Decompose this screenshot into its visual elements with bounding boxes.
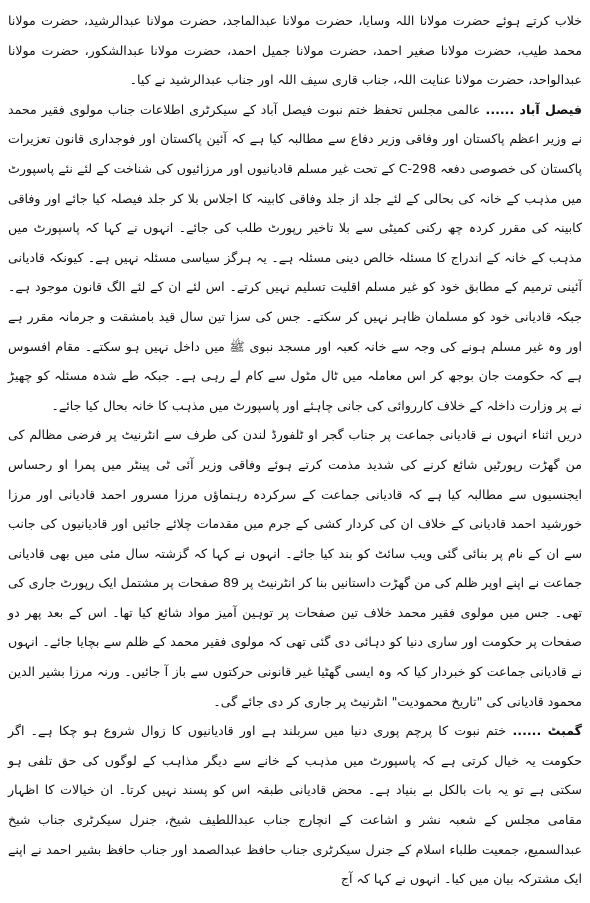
internet-reports-paragraph: دریں اثناء انہوں نے قادیانی جماعت پر جناب گجر او ٹلفورڈ لندن کی طرف سے انٹرنیٹ پر فرضی مظالم کی من گھڑت رپورٹیں شائع کرنے کی شدید مذمت کرتے ہوئے وفاقی وزیر آئی ٹی پینٹر میں پمرا او رحساس ایجنسیوں سے مطالبہ کیا ہے کہ قادیانی جماعت کے سرکردہ رہنماؤں مرزا مسرور احمد قادیانی اور مرزا خورشید احمد قادیانی کے خلاف ان کی کردار کشی کے جرم میں مقدمات چلائے جائیں اور قادیانیوں کی جانب سے ان کے نام پر بنائی گئی ویب سائٹ کو بند کیا جائے۔ انہوں نے کہا کہ گزشتہ سال مئی میں بھی قادیانی جماعت نے اپنے اوپر ظلم کی من گھڑت داستانیں بنا کر انٹرنیٹ پر 89 صفحات پر مشتمل ایک رپورٹ جاری کی تھی۔ جس میں مولوی فقیر محمد خلاف تین صفحات پر توہین آمیز مواد شائع کیا تھا۔ اس کے بعد پھر دو صفحات پر حکومت اور ساری دنیا کو دہائی دی گئی تھی کہ مولوی فقیر محمد کے ظلم سے بچایا جائے۔ انہوں نے قادیانی جماعت کو خبردار کیا کہ وہ ایسی گھٹیا غیر قانونی حرکتوں سے باز آ جائیں۔ ورنہ مرزا بشیر الدین محمود قادیانی کی "تاریخ محمودیت" انٹرنیٹ پر جاری کر دی جائے گی۔ <box>8 427 582 709</box>
faisalabad-paragraph <box>8 95 582 421</box>
faisalabad-body: عالمی مجلس تحفظ ختم نبوت فیصل آباد کے سیکرٹری اطلاعات جناب مولوی فقیر محمد نے وزیر اعظم پاکستان اور وفاقی وزیر دفاع سے مطالبہ کیا ہے کہ آئین پاکستان اور فوجداری قانون تعزیرات پاکستان کی خصوصی دفعہ 298-C کے تحت غیر مسلم قادیانیوں اور مرزائیوں کی شناخت کے لئے نئے پاسپورٹ میں مذہب کے خانہ کی بحالی کے لئے جلد از جلد وفاقی کابینہ کا اجلاس بلا کر جلد فیصلہ کیا جائے اور وفاقی کابینہ کی مقرر کردہ چھ رکنی کمیٹی سے بلا تاخیر رپورٹ طلب کی جائے۔ انہوں نے کہا کہ پاسپورٹ میں مذہب کے خانہ کے اندراج کا مسئلہ خالص دینی مسئلہ ہے۔ یہ ہرگز سیاسی مسئلہ نہیں ہے۔ کیونکہ قادیانی آئینی ترمیم کے مطابق خود کو غیر مسلم اقلیت تسلیم نہیں کرتے۔ اس لئے ان کے لئے الگ قانون موجود ہے۔ جبکہ قادیانی خود کو مسلمان ظاہر نہیں کر سکتے۔ جس کی سزا تین سال قید بامشقت و جرمانہ مقرر ہے اور وہ غیر مسلم ہونے کی وجہ سے خانہ کعبہ اور مسجد نبوی ﷺ میں داخل نہیں ہو سکتے۔ مقام افسوس ہے کہ حکومت جان بوجھ کر اس معاملہ میں ٹال مٹول سے کام لے رہی ہے۔ جبکہ طے شدہ مسئلہ کو چھیڑ نے پر وزارت داخلہ کے خلاف کارروائی کی جانی چاہئے اور پاسپورٹ میں مذہب کا خانہ بحال کیا جائے۔ <box>8 101 583 413</box>
gambat-body: ختم نبوت کا پرچم پوری دنیا میں سربلند ہے اور قادیانیوں کا زوال شروع ہو چکا ہے۔ اگر حکومت یہ خیال کرتی ہے کہ پاسپورٹ میں مذہب کے خانے سے دیگر مذاہب کے لوگوں کی حق تلفی ہو سکتی ہے تو یہ بات بالکل بے بنیاد ہے۔ محض قادیانی طبقہ اس کو پسند نہیں کرتا۔ ان خیالات کا اظہار مقامی مجلس کے شعبہ نشر و اشاعت کے انچارج جناب عبداللطیف شیخ، جنرل سیکرٹری جناب شیخ عبدالسمیع، جمعیت طلباء اسلام کے جنرل سیکرٹری جناب حافظ عبدالصمد اور جناب حافظ بشیر احمد نے اپنے ایک مشترکہ بیان میں کیا۔ انہوں نے کہا کہ آج <box>8 723 582 887</box>
dateline-faisalabad: فیصل آباد ...... <box>480 101 582 117</box>
dateline-gambat: گمبٹ ...... <box>506 723 582 739</box>
gambat-paragraph <box>8 716 582 894</box>
intro-paragraph: خلاب کرتے ہوئے حضرت مولانا اللہ وسایا، حضرت مولانا عبدالماجد، حضرت مولانا عبدالرشید، حضرت مولانا محمد طیب، حضرت مولانا صغیر احمد، حضرت مولانا جمیل احمد، حضرت مولانا عبدالشکور، حضرت مولانا عبدالواحد، حضرت مولانا عنایت اللہ، جناب قاری سیف اللہ اور جناب عبدالرشید نے کیا۔ <box>8 13 582 88</box>
